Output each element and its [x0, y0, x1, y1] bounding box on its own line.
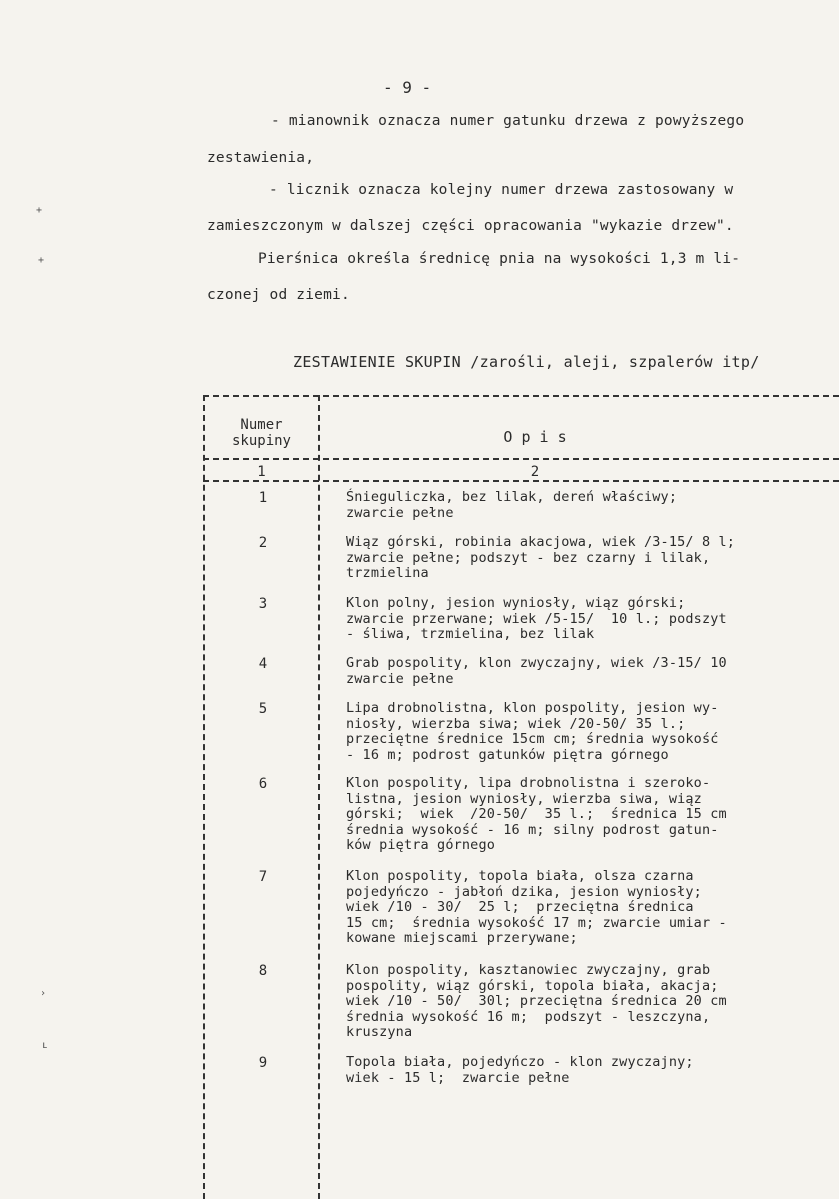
row-description: Lipa drobnolistna, klon pospolity, jesion wy- niosły, wierzba siwa; wiek /20-50/ 35 l.; przeciętne średnice 15cm cm; średnia wysokość - 16 m; podrost gatunków piętra górnego: [346, 700, 719, 763]
row-number: 7: [258, 869, 268, 885]
paragraph-line-5: Pierśnica określa średnicę pnia na wysokości 1,3 m li-: [258, 251, 741, 267]
table-rule: [203, 395, 839, 397]
header-index-1: 1: [257, 464, 266, 480]
row-number: 2: [258, 535, 268, 551]
table-title: ZESTAWIENIE SKUPIN /zarośli, aleji, szpalerów itp/: [293, 353, 760, 371]
paragraph-line-6: czonej od ziemi.: [207, 287, 350, 303]
paragraph-line-3: - licznik oznacza kolejny numer drzewa zastosowany w: [269, 182, 734, 198]
row-number: 3: [258, 596, 268, 612]
table-column-rule: [318, 395, 320, 1199]
row-number: 6: [258, 776, 268, 792]
row-description: Grab pospolity, klon zwyczajny, wiek /3-15/ 10 zwarcie pełne: [346, 655, 727, 687]
row-number: 9: [258, 1055, 268, 1071]
row-description: Klon polny, jesion wyniosły, wiąz górski; zwarcie przerwane; wiek /5-15/ 10 l.; podszyt - śliwa, trzmielina, bez lilak: [346, 595, 727, 642]
header-description: O p i s: [503, 428, 567, 446]
paragraph-line-2: zestawienia,: [207, 150, 315, 166]
header-index-2: 2: [530, 464, 540, 480]
table-rule: [203, 480, 839, 482]
margin-mark: ›: [40, 988, 47, 999]
row-description: Klon pospolity, topola biała, olsza czarna pojedyńczo - jabłoń dzika, jesion wyniosły; wiek /10 - 30/ 25 l; przeciętna średnica 15 cm; średnia wysokość 17 m; zwarcie umiar - kowane miejscami przerywane;: [346, 868, 727, 946]
margin-mark: +: [36, 205, 43, 216]
header-number-line-2: skupiny: [231, 433, 291, 449]
row-description: Topola biała, pojedyńczo - klon zwyczajny; wiek - 15 l; zwarcie pełne: [346, 1054, 694, 1086]
margin-mark: +: [38, 255, 45, 266]
paragraph-line-4: zamieszczonym w dalszej części opracowania "wykazie drzew".: [207, 218, 734, 234]
margin-mark: ʟ: [42, 1040, 49, 1051]
row-description: Śnieguliczka, bez lilak, dereń właściwy; zwarcie pełne: [346, 489, 678, 521]
row-number: 4: [258, 656, 268, 672]
header-number-line-1: Numer: [240, 417, 283, 433]
row-description: Klon pospolity, lipa drobnolistna i szeroko- listna, jesion wyniosły, wierzba siwa, wiąz górski; wiek /20-50/ 35 l.; średnica 15 cm średnia wysokość - 16 m; silny podrost gatun- ków piętra górnego: [346, 775, 727, 853]
row-number: 5: [258, 701, 268, 717]
paragraph-line-1: - mianownik oznacza numer gatunku drzewa z powyższego: [271, 113, 745, 129]
page-number: - 9 -: [383, 78, 432, 97]
row-number: 1: [258, 490, 268, 506]
table-column-rule: [203, 395, 205, 1199]
row-number: 8: [258, 963, 268, 979]
row-description: Wiąz górski, robinia akacjowa, wiek /3-15/ 8 l; zwarcie pełne; podszyt - bez czarny i lilak, trzmielina: [346, 534, 736, 581]
table-rule: [203, 458, 839, 460]
row-description: Klon pospolity, kasztanowiec zwyczajny, grab pospolity, wiąz górski, topola biała, akacja; wiek /10 - 50/ 30l; przeciętna średnica 20 cm średnia wysokość 16 m; podszyt - leszczyna, kruszyna: [346, 962, 727, 1040]
